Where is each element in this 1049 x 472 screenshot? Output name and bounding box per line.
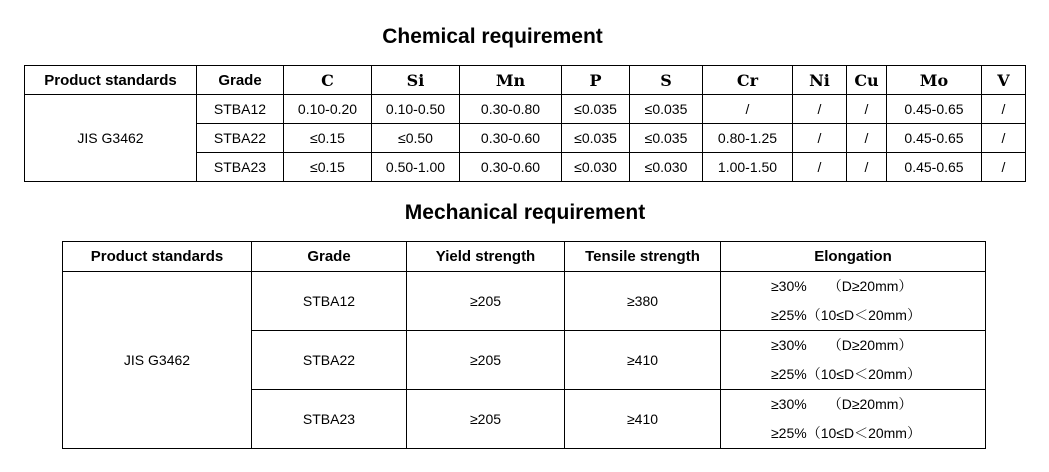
header-element-v: V: [982, 66, 1026, 95]
header-element-mn: Mn: [460, 66, 562, 95]
elongation-cell: [721, 390, 986, 449]
header-element-cu: Cu: [847, 66, 887, 95]
value-cell: /: [793, 124, 847, 153]
tensile-cell: ≥410: [565, 390, 721, 449]
header-element-ni: Ni: [793, 66, 847, 95]
header-elongation: Elongation: [721, 242, 986, 272]
value-cell: 0.30-0.80: [460, 95, 562, 124]
header-element-p: P: [562, 66, 630, 95]
value-cell: 0.45-0.65: [887, 124, 982, 153]
elongation-line: ≥25%（10≤D＜20mm）: [771, 425, 921, 441]
chemical-requirement-title: Chemical requirement: [382, 25, 603, 48]
grade-cell: STBA23: [197, 153, 284, 182]
header-yield-strength: Yield strength: [407, 242, 565, 272]
value-cell: /: [793, 95, 847, 124]
elongation-line: ≥30% （D≥20mm）: [771, 337, 913, 353]
table-header-row: [25, 66, 1026, 95]
value-cell: /: [982, 95, 1026, 124]
value-cell: ≤0.035: [630, 124, 703, 153]
header-element-si: Si: [372, 66, 460, 95]
value-cell: /: [982, 153, 1026, 182]
value-cell: ≤0.50: [372, 124, 460, 153]
elongation-line: ≥30% （D≥20mm）: [771, 396, 913, 412]
value-cell: ≤0.035: [562, 95, 630, 124]
grade-cell: STBA12: [197, 95, 284, 124]
grade-cell: STBA22: [197, 124, 284, 153]
yield-cell: ≥205: [407, 390, 565, 449]
value-cell: 0.10-0.20: [284, 95, 372, 124]
grade-cell: STBA22: [252, 331, 407, 390]
value-cell: /: [982, 124, 1026, 153]
value-cell: ≤0.035: [562, 124, 630, 153]
value-cell: 0.10-0.50: [372, 95, 460, 124]
mechanical-requirement-title: Mechanical requirement: [404, 201, 646, 224]
value-cell: 0.50-1.00: [372, 153, 460, 182]
elongation-line: ≥25%（10≤D＜20mm）: [771, 307, 921, 323]
value-cell: 0.80-1.25: [703, 124, 793, 153]
header-element-s: S: [630, 66, 703, 95]
grade-cell: STBA23: [252, 390, 407, 449]
grade-cell: STBA12: [252, 272, 407, 331]
value-cell: ≤0.030: [562, 153, 630, 182]
value-cell: 0.30-0.60: [460, 153, 562, 182]
value-cell: 0.45-0.65: [887, 153, 982, 182]
header-product-standards: Product standards: [25, 66, 197, 95]
standard-cell: JIS G3462: [25, 95, 197, 182]
value-cell: ≤0.030: [630, 153, 703, 182]
value-cell: ≤0.15: [284, 153, 372, 182]
elongation-cell: [721, 331, 986, 390]
elongation-cell: [721, 272, 986, 331]
chemical-requirement-table: [24, 65, 1026, 182]
header-tensile-strength: Tensile strength: [565, 242, 721, 272]
value-cell: 0.45-0.65: [887, 95, 982, 124]
value-cell: 1.00-1.50: [703, 153, 793, 182]
value-cell: /: [847, 124, 887, 153]
header-grade: Grade: [197, 66, 284, 95]
value-cell: ≤0.15: [284, 124, 372, 153]
yield-cell: ≥205: [407, 272, 565, 331]
mechanical-requirement-table: [62, 241, 986, 449]
table-row: [25, 95, 1026, 124]
header-grade: Grade: [252, 242, 407, 272]
value-cell: /: [703, 95, 793, 124]
value-cell: /: [793, 153, 847, 182]
value-cell: /: [847, 95, 887, 124]
elongation-line: ≥25%（10≤D＜20mm）: [771, 366, 921, 382]
header-product-standards: Product standards: [63, 242, 252, 272]
value-cell: ≤0.035: [630, 95, 703, 124]
header-element-mo: Mo: [887, 66, 982, 95]
table-header-row: [63, 242, 986, 272]
value-cell: /: [847, 153, 887, 182]
standard-cell: JIS G3462: [63, 272, 252, 449]
tensile-cell: ≥410: [565, 331, 721, 390]
elongation-line: ≥30% （D≥20mm）: [771, 278, 913, 294]
header-element-c: C: [284, 66, 372, 95]
value-cell: 0.30-0.60: [460, 124, 562, 153]
tensile-cell: ≥380: [565, 272, 721, 331]
yield-cell: ≥205: [407, 331, 565, 390]
header-element-cr: Cr: [703, 66, 793, 95]
table-row: [63, 272, 986, 331]
